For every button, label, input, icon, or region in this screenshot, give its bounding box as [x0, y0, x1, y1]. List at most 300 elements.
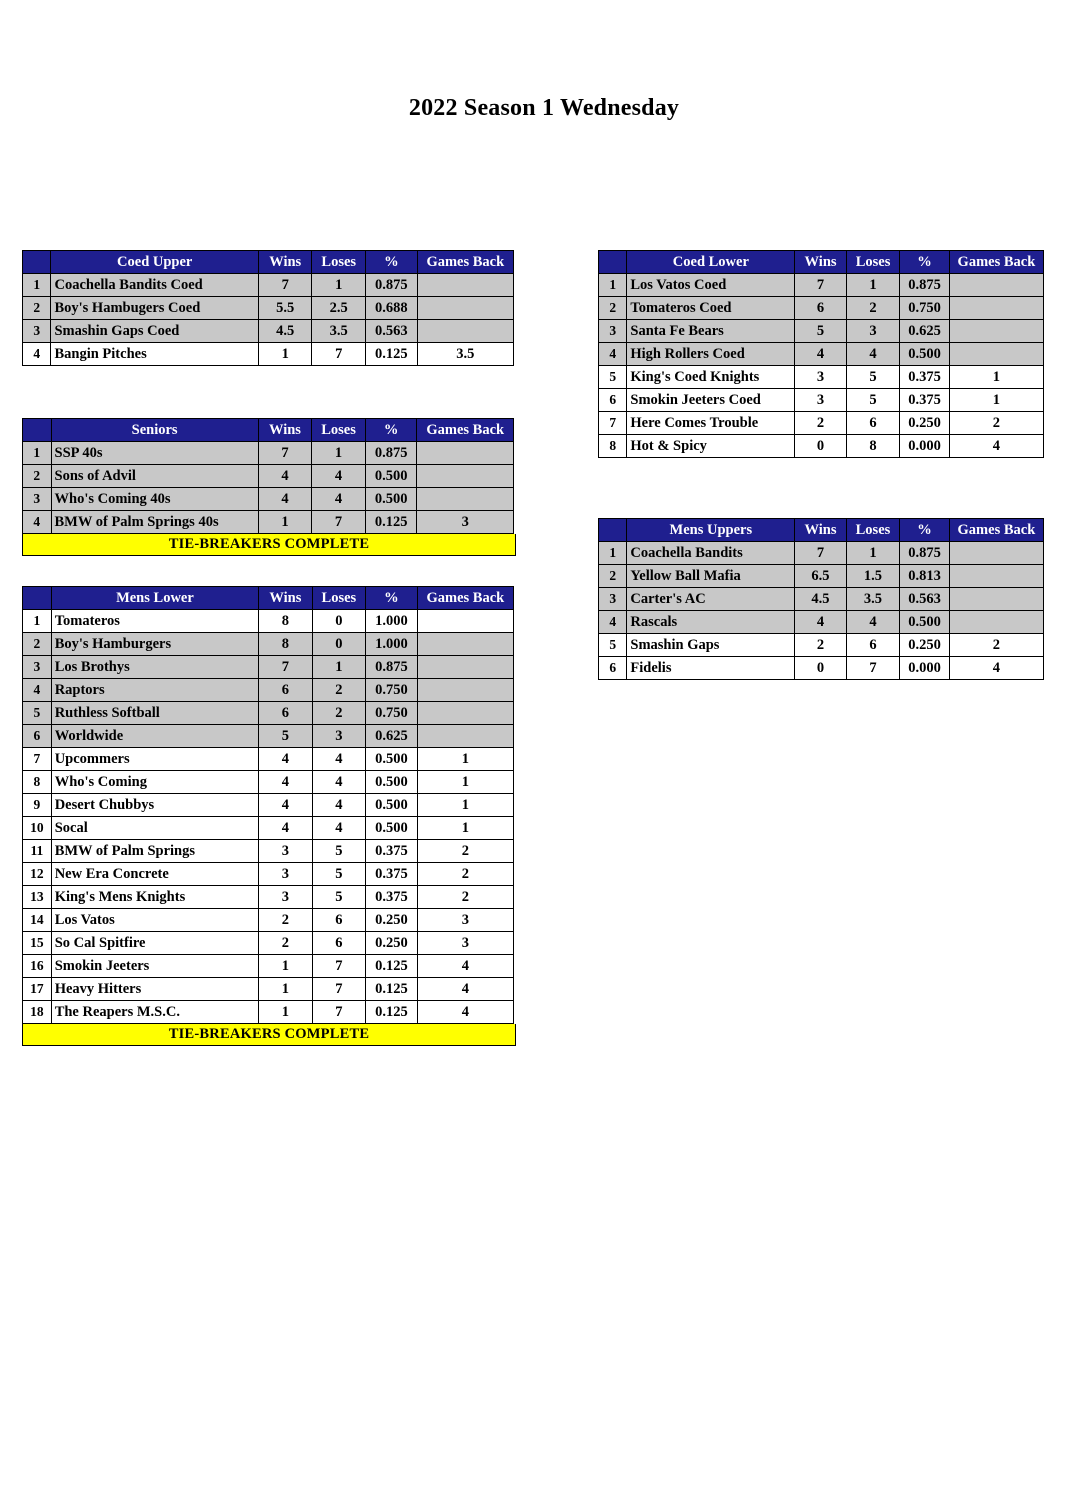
row-games-back: 2 [417, 886, 513, 909]
row-wins: 4 [258, 488, 312, 511]
table-row [599, 435, 1044, 458]
row-team: Boy's Hambugers Coed [51, 297, 259, 320]
table-row [599, 297, 1044, 320]
table-mens-lower [22, 586, 514, 1024]
row-loses: 4 [312, 748, 366, 771]
header-rank [23, 419, 52, 442]
table-row [599, 389, 1044, 412]
row-rank: 13 [23, 886, 52, 909]
row-team: Upcommers [51, 748, 258, 771]
row-games-back: 1 [949, 366, 1043, 389]
row-team: Yellow Ball Mafia [627, 565, 795, 588]
table-row [23, 656, 514, 679]
table-seniors [22, 418, 514, 534]
header-loses: Loses [846, 519, 900, 542]
row-pct: 0.500 [366, 817, 418, 840]
header-games-back: Games Back [949, 519, 1043, 542]
row-games-back: 4 [949, 435, 1043, 458]
row-loses: 1 [846, 274, 899, 297]
header-division-name: Seniors [51, 419, 258, 442]
row-team: Desert Chubbys [51, 794, 258, 817]
row-pct: 0.875 [366, 274, 418, 297]
header-wins: Wins [258, 251, 311, 274]
row-wins: 1 [259, 955, 312, 978]
header-pct: % [366, 587, 418, 610]
row-wins: 7 [795, 274, 846, 297]
row-team: Fidelis [627, 657, 795, 680]
row-rank: 18 [23, 1001, 52, 1024]
header-rank [23, 587, 52, 610]
row-loses: 4 [846, 611, 900, 634]
row-team: So Cal Spitfire [51, 932, 258, 955]
row-loses: 2 [846, 297, 899, 320]
row-rank: 3 [23, 488, 52, 511]
header-loses: Loses [312, 419, 366, 442]
right-column [598, 250, 1044, 680]
row-loses: 7 [312, 511, 366, 534]
table-row [599, 542, 1044, 565]
row-rank: 3 [23, 656, 52, 679]
row-wins: 1 [258, 511, 312, 534]
row-team: Smashin Gaps Coed [51, 320, 259, 343]
row-team: Here Comes Trouble [627, 412, 795, 435]
table-coed-lower [598, 250, 1044, 458]
row-rank: 1 [599, 542, 627, 565]
row-team: Tomateros Coed [627, 297, 795, 320]
row-team: Los Vatos Coed [627, 274, 795, 297]
table-row [23, 343, 514, 366]
row-team: Who's Coming [51, 771, 258, 794]
row-pct: 0.750 [366, 702, 418, 725]
row-games-back [949, 588, 1043, 611]
table-row [23, 771, 514, 794]
row-wins: 1 [259, 1001, 312, 1024]
spacer [22, 556, 514, 586]
row-pct: 0.813 [900, 565, 950, 588]
table-header-row [599, 251, 1044, 274]
row-games-back [417, 679, 513, 702]
row-loses: 5 [846, 366, 899, 389]
table-header-row [23, 251, 514, 274]
row-loses: 7 [312, 343, 366, 366]
table-header-row [23, 587, 514, 610]
row-loses: 6 [312, 909, 366, 932]
row-team: Santa Fe Bears [627, 320, 795, 343]
table-mens-uppers [598, 518, 1044, 680]
row-loses: 6 [846, 412, 899, 435]
row-wins: 8 [259, 633, 312, 656]
table-row [23, 909, 514, 932]
table-row [599, 565, 1044, 588]
row-team: Boy's Hamburgers [51, 633, 258, 656]
row-pct: 0.125 [366, 1001, 418, 1024]
spacer [598, 458, 1044, 518]
header-pct: % [900, 519, 950, 542]
header-pct: % [366, 251, 418, 274]
header-wins: Wins [259, 587, 312, 610]
row-games-back [949, 611, 1043, 634]
row-games-back: 3 [417, 511, 514, 534]
table-row [23, 679, 514, 702]
row-pct: 0.250 [900, 634, 950, 657]
row-games-back [417, 725, 513, 748]
table-row [599, 634, 1044, 657]
table-row [23, 932, 514, 955]
row-wins: 2 [795, 634, 846, 657]
row-rank: 11 [23, 840, 52, 863]
row-wins: 6 [259, 702, 312, 725]
row-loses: 1 [312, 656, 366, 679]
row-loses: 4 [312, 488, 366, 511]
row-games-back [417, 274, 513, 297]
table-row [23, 725, 514, 748]
table-row [23, 274, 514, 297]
header-games-back: Games Back [417, 419, 514, 442]
row-team: Who's Coming 40s [51, 488, 258, 511]
row-team: Raptors [51, 679, 258, 702]
row-pct: 0.250 [366, 932, 418, 955]
row-team: Heavy Hitters [51, 978, 258, 1001]
spacer [22, 366, 514, 418]
table-row [23, 978, 514, 1001]
row-loses: 4 [312, 794, 366, 817]
row-loses: 7 [312, 955, 366, 978]
row-rank: 3 [599, 320, 627, 343]
row-rank: 5 [599, 366, 627, 389]
row-games-back: 3 [417, 932, 513, 955]
row-team: Carter's AC [627, 588, 795, 611]
row-loses: 5 [312, 863, 366, 886]
row-team: Los Brothys [51, 656, 258, 679]
row-games-back: 4 [949, 657, 1043, 680]
row-rank: 12 [23, 863, 52, 886]
row-games-back: 2 [417, 863, 513, 886]
row-games-back: 4 [417, 1001, 513, 1024]
table-row [23, 840, 514, 863]
table-row [23, 817, 514, 840]
row-loses: 4 [846, 343, 899, 366]
row-loses: 4 [312, 771, 366, 794]
table-row [23, 511, 514, 534]
row-games-back: 2 [417, 840, 513, 863]
row-pct: 0.875 [366, 656, 418, 679]
row-rank: 5 [23, 702, 52, 725]
row-team: Rascals [627, 611, 795, 634]
row-rank: 15 [23, 932, 52, 955]
row-games-back [417, 488, 514, 511]
row-pct: 0.500 [366, 748, 418, 771]
row-wins: 3 [259, 863, 312, 886]
table-row [23, 1001, 514, 1024]
row-loses: 3 [312, 725, 366, 748]
header-pct: % [900, 251, 950, 274]
row-wins: 2 [259, 909, 312, 932]
row-rank: 7 [23, 748, 52, 771]
row-team: King's Coed Knights [627, 366, 795, 389]
row-pct: 0.375 [366, 886, 418, 909]
row-rank: 1 [23, 274, 51, 297]
row-wins: 0 [795, 657, 846, 680]
row-team: BMW of Palm Springs 40s [51, 511, 258, 534]
header-wins: Wins [258, 419, 312, 442]
table-coed-upper [22, 250, 514, 366]
row-rank: 1 [23, 442, 52, 465]
row-rank: 6 [599, 389, 627, 412]
row-team: New Era Concrete [51, 863, 258, 886]
row-team: Bangin Pitches [51, 343, 259, 366]
row-games-back [417, 297, 513, 320]
header-loses: Loses [846, 251, 899, 274]
row-rank: 9 [23, 794, 52, 817]
row-loses: 4 [312, 817, 366, 840]
row-team: Ruthless Softball [51, 702, 258, 725]
row-wins: 4.5 [258, 320, 311, 343]
row-pct: 0.500 [366, 794, 418, 817]
table-row [599, 611, 1044, 634]
header-division-name: Mens Uppers [627, 519, 795, 542]
row-rank: 6 [23, 725, 52, 748]
row-rank: 4 [599, 611, 627, 634]
row-loses: 1 [846, 542, 900, 565]
row-wins: 4 [259, 794, 312, 817]
row-games-back: 3 [417, 909, 513, 932]
row-rank: 16 [23, 955, 52, 978]
row-rank: 2 [23, 465, 52, 488]
row-pct: 0.563 [900, 588, 950, 611]
row-wins: 1 [258, 343, 311, 366]
header-games-back: Games Back [417, 587, 513, 610]
table-header-row [599, 519, 1044, 542]
row-pct: 0.875 [365, 442, 417, 465]
row-team: King's Mens Knights [51, 886, 258, 909]
table-row [599, 366, 1044, 389]
row-loses: 6 [312, 932, 366, 955]
row-loses: 7 [846, 657, 900, 680]
table-row [23, 633, 514, 656]
row-rank: 2 [23, 633, 52, 656]
tiebreaker-banner-mens-lower: TIE-BREAKERS COMPLETE [22, 1024, 516, 1046]
row-games-back: 1 [949, 389, 1043, 412]
row-team: High Rollers Coed [627, 343, 795, 366]
header-wins: Wins [795, 251, 846, 274]
row-rank: 4 [23, 343, 51, 366]
row-pct: 0.875 [900, 274, 950, 297]
row-pct: 0.125 [366, 343, 418, 366]
row-games-back [417, 465, 514, 488]
row-rank: 7 [599, 412, 627, 435]
row-games-back [949, 320, 1043, 343]
row-pct: 0.000 [900, 657, 950, 680]
table-row [23, 863, 514, 886]
table-row [23, 320, 514, 343]
row-rank: 2 [23, 297, 51, 320]
row-rank: 8 [599, 435, 627, 458]
row-pct: 0.625 [366, 725, 418, 748]
row-games-back [949, 274, 1043, 297]
row-rank: 8 [23, 771, 52, 794]
row-loses: 2 [312, 702, 366, 725]
row-pct: 1.000 [366, 610, 418, 633]
header-rank [23, 251, 51, 274]
row-wins: 0 [795, 435, 846, 458]
table-row [23, 442, 514, 465]
row-team: Smokin Jeeters [51, 955, 258, 978]
row-team: The Reapers M.S.C. [51, 1001, 258, 1024]
header-games-back: Games Back [417, 251, 513, 274]
table-header-row [23, 419, 514, 442]
row-wins: 4 [259, 817, 312, 840]
row-loses: 7 [312, 978, 366, 1001]
row-rank: 3 [23, 320, 51, 343]
row-games-back: 4 [417, 955, 513, 978]
row-rank: 1 [599, 274, 627, 297]
row-games-back [417, 320, 513, 343]
row-games-back: 1 [417, 817, 513, 840]
row-rank: 5 [599, 634, 627, 657]
row-games-back: 1 [417, 771, 513, 794]
table-row [599, 412, 1044, 435]
row-team: Coachella Bandits [627, 542, 795, 565]
row-wins: 4 [258, 465, 312, 488]
header-loses: Loses [312, 251, 366, 274]
row-pct: 0.500 [365, 488, 417, 511]
header-division-name: Mens Lower [51, 587, 258, 610]
row-games-back: 1 [417, 794, 513, 817]
table-row [23, 794, 514, 817]
row-games-back [949, 542, 1043, 565]
row-games-back [417, 702, 513, 725]
row-pct: 0.000 [900, 435, 950, 458]
row-loses: 4 [312, 465, 366, 488]
row-wins: 6.5 [795, 565, 846, 588]
row-pct: 0.500 [900, 611, 950, 634]
row-rank: 10 [23, 817, 52, 840]
row-loses: 3 [846, 320, 899, 343]
header-wins: Wins [795, 519, 846, 542]
row-pct: 0.875 [900, 542, 950, 565]
row-team: BMW of Palm Springs [51, 840, 258, 863]
tiebreaker-banner-seniors: TIE-BREAKERS COMPLETE [22, 534, 516, 556]
row-wins: 2 [259, 932, 312, 955]
header-pct: % [365, 419, 417, 442]
row-games-back: 1 [417, 748, 513, 771]
table-row [599, 274, 1044, 297]
row-loses: 5 [312, 840, 366, 863]
row-wins: 5.5 [258, 297, 311, 320]
row-loses: 2.5 [312, 297, 366, 320]
row-pct: 0.500 [900, 343, 950, 366]
row-games-back: 2 [949, 412, 1043, 435]
header-division-name: Coed Lower [627, 251, 795, 274]
table-row [23, 297, 514, 320]
row-wins: 4.5 [795, 588, 846, 611]
row-pct: 0.250 [366, 909, 418, 932]
row-wins: 6 [795, 297, 846, 320]
table-row [23, 886, 514, 909]
header-division-name: Coed Upper [51, 251, 259, 274]
table-row [23, 465, 514, 488]
row-wins: 7 [795, 542, 846, 565]
row-team: Coachella Bandits Coed [51, 274, 259, 297]
row-games-back: 2 [949, 634, 1043, 657]
row-games-back [949, 565, 1043, 588]
row-rank: 2 [599, 565, 627, 588]
row-wins: 3 [259, 886, 312, 909]
row-rank: 2 [599, 297, 627, 320]
row-pct: 0.750 [366, 679, 418, 702]
row-loses: 7 [312, 1001, 366, 1024]
row-games-back [949, 297, 1043, 320]
row-wins: 3 [795, 366, 846, 389]
row-pct: 0.750 [900, 297, 950, 320]
row-wins: 3 [795, 389, 846, 412]
row-team: SSP 40s [51, 442, 258, 465]
row-team: Smokin Jeeters Coed [627, 389, 795, 412]
row-loses: 6 [846, 634, 900, 657]
row-pct: 0.125 [365, 511, 417, 534]
row-loses: 0 [312, 610, 366, 633]
row-wins: 8 [259, 610, 312, 633]
row-wins: 6 [259, 679, 312, 702]
row-team: Hot & Spicy [627, 435, 795, 458]
row-rank: 3 [599, 588, 627, 611]
table-row [23, 702, 514, 725]
row-pct: 0.375 [900, 389, 950, 412]
table-row [23, 748, 514, 771]
header-rank [599, 519, 627, 542]
row-rank: 6 [599, 657, 627, 680]
row-pct: 0.375 [366, 840, 418, 863]
row-pct: 0.125 [366, 955, 418, 978]
table-row [23, 610, 514, 633]
row-loses: 3.5 [312, 320, 366, 343]
row-games-back [417, 610, 513, 633]
row-loses: 8 [846, 435, 899, 458]
row-wins: 3 [259, 840, 312, 863]
table-row [599, 343, 1044, 366]
row-games-back: 3.5 [417, 343, 513, 366]
row-wins: 7 [258, 442, 312, 465]
row-rank: 14 [23, 909, 52, 932]
row-games-back [949, 343, 1043, 366]
page-title: 2022 Season 1 Wednesday [408, 95, 680, 121]
row-team: Sons of Advil [51, 465, 258, 488]
row-wins: 7 [259, 656, 312, 679]
table-row [599, 320, 1044, 343]
row-wins: 5 [259, 725, 312, 748]
table-row [23, 488, 514, 511]
row-pct: 0.688 [366, 297, 418, 320]
header-rank [599, 251, 627, 274]
header-games-back: Games Back [949, 251, 1043, 274]
row-team: Tomateros [51, 610, 258, 633]
row-loses: 5 [846, 389, 899, 412]
header-loses: Loses [312, 587, 366, 610]
row-pct: 0.500 [365, 465, 417, 488]
row-rank: 1 [23, 610, 52, 633]
row-wins: 2 [795, 412, 846, 435]
row-loses: 0 [312, 633, 366, 656]
row-wins: 1 [259, 978, 312, 1001]
row-loses: 3.5 [846, 588, 900, 611]
row-wins: 4 [795, 343, 846, 366]
row-team: Socal [51, 817, 258, 840]
row-team: Smashin Gaps [627, 634, 795, 657]
row-wins: 4 [795, 611, 846, 634]
row-games-back [417, 633, 513, 656]
row-games-back: 4 [417, 978, 513, 1001]
row-games-back [417, 656, 513, 679]
